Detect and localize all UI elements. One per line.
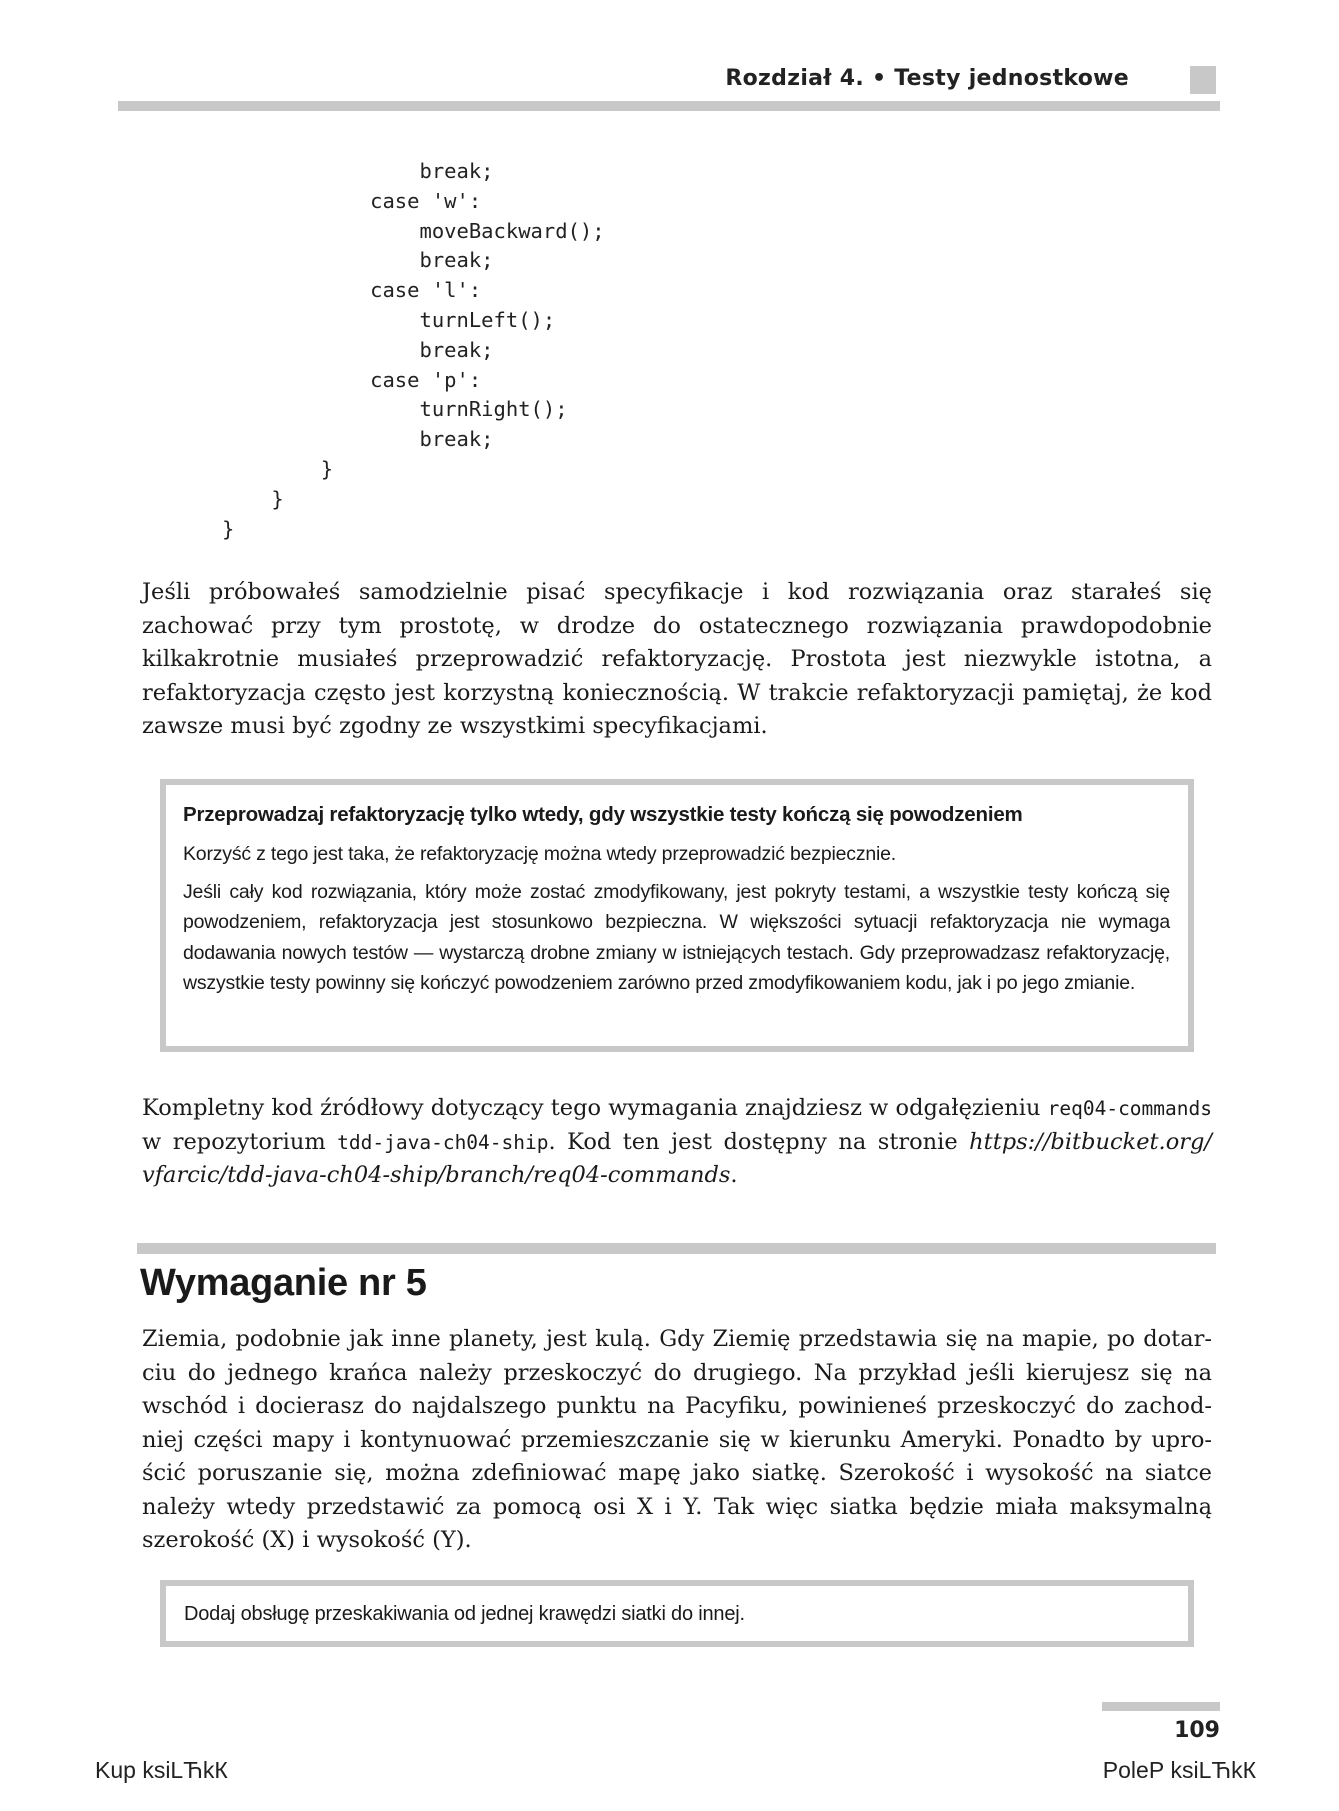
code-line: } [222,516,235,541]
code-line: break; [222,159,494,183]
page-number: 109 [1174,1718,1220,1743]
page-number-rule [1102,1702,1220,1711]
code-line: } [222,456,334,481]
branch-name: req04-commands [1047,1097,1212,1120]
tip-box [160,779,1194,1052]
repository-name: tdd-java-ch04-ship [337,1130,549,1154]
code-line: turnRight(); [222,397,568,422]
text-run: . Kod ten jest dostępny na stronie [548,1128,970,1155]
body-paragraph-source-code [142,1092,1212,1193]
footer-left-text: Kup ksiLЋkК [95,1757,228,1783]
code-line: } [222,486,284,511]
section-title: Wymaganie nr 5 [140,1262,427,1304]
code-line: turnLeft(); [222,307,556,332]
code-line: case 'l': [222,278,482,303]
tip-box-text: Korzyść z tego jest taka, że refaktoryzację można wtedy przeprowadzić bezpiecznie. [183,843,897,865]
text-run: . [730,1162,738,1188]
code-line: case 'w': [222,188,482,213]
section-rule [137,1243,1216,1254]
code-line: case 'p': [222,367,482,392]
requirement-box: Dodaj obsługę przeskakiwania od jednej krawędzi siatki do innej. [160,1580,1194,1647]
code-line: moveBackward(); [222,218,605,243]
code-listing [222,157,605,544]
header-rule [118,101,1220,111]
tip-box-title: Przeprowadzaj refaktoryzację tylko wtedy, gdy wszystkie testy kończą się powodzeniem [183,803,1023,826]
tip-box-text: Jeśli cały kod rozwiązania, który może zostać zmodyfikowany, jest pokryty testami, a wszystkie testy kończą się powodzeniem, refaktoryzacja jest stosunkowo bezpieczna. W większości sytuacji refaktoryzacja nie wymaga dodawania nowych testów — wystarczą drobne zmiany w istniejących testach. Gdy przeprowadzasz refaktoryzację, wszystkie testy powinny się kończyć powodzeniem zarówno przed zmodyfikowaniem kodu, jak i po jego zmianie. [183,881,1170,994]
repository-url: https://bitbucket.org/​vfarcic/tdd-java-ch04-ship/branch/req04-commands [142,1128,1212,1188]
body-paragraph-requirement-5: Ziemia, podobnie jak inne planety, jest kulą. Gdy Ziemię przedstawia się na mapie, po dotarciu do jednego krańca należy przeskoczyć do drugiego. Na przykład jeśli kierujesz się na wschód i docierasz do najdalszego punktu na Pacyfiku, powinieneś przeskoczyć do zachodniej części mapy i kontynuować przemieszczanie się w kierunku Ameryki. Ponadto by uprościć poruszanie się, można zdefiniować mapę jako siatkę. Szerokość i wysokość na siatce należy wtedy przedstawić za pomocą osi X i Y. Tak więc siatka będzie miała maksymalną szerokość (X) i wysokość (Y). [142,1326,1212,1553]
code-line: break; [222,248,494,273]
header-tab-marker [1190,66,1216,94]
running-header: Rozdział 4. • Testy jednostkowe [725,66,1129,91]
text-run: w repozytorium [142,1128,338,1155]
text-run: Kompletny kod źródłowy dotyczący tego wymagania znajdziesz w odgałęzieniu [142,1095,1048,1121]
code-line: break; [222,337,494,362]
footer-right-text: PoleР ksiLЋkК [1102,1757,1256,1783]
code-line: break; [222,427,494,452]
body-paragraph-refactoring: Jeśli próbowałeś samodzielnie pisać specyfikacje i kod rozwiązania oraz starałeś się zachować przy tym prostotę, w drodze do ostatecznego rozwiązania prawdopodobnie kilkakrotnie musiałeś przeprowadzić refaktoryzację. Prostota jest niezwykle istotna, a refaktoryzacja często jest korzystną koniecznością. W trakcie refaktoryzacji pamiętaj, że kod zawsze musi być zgodny ze wszystkimi specyfikacjami. [142,579,1212,739]
